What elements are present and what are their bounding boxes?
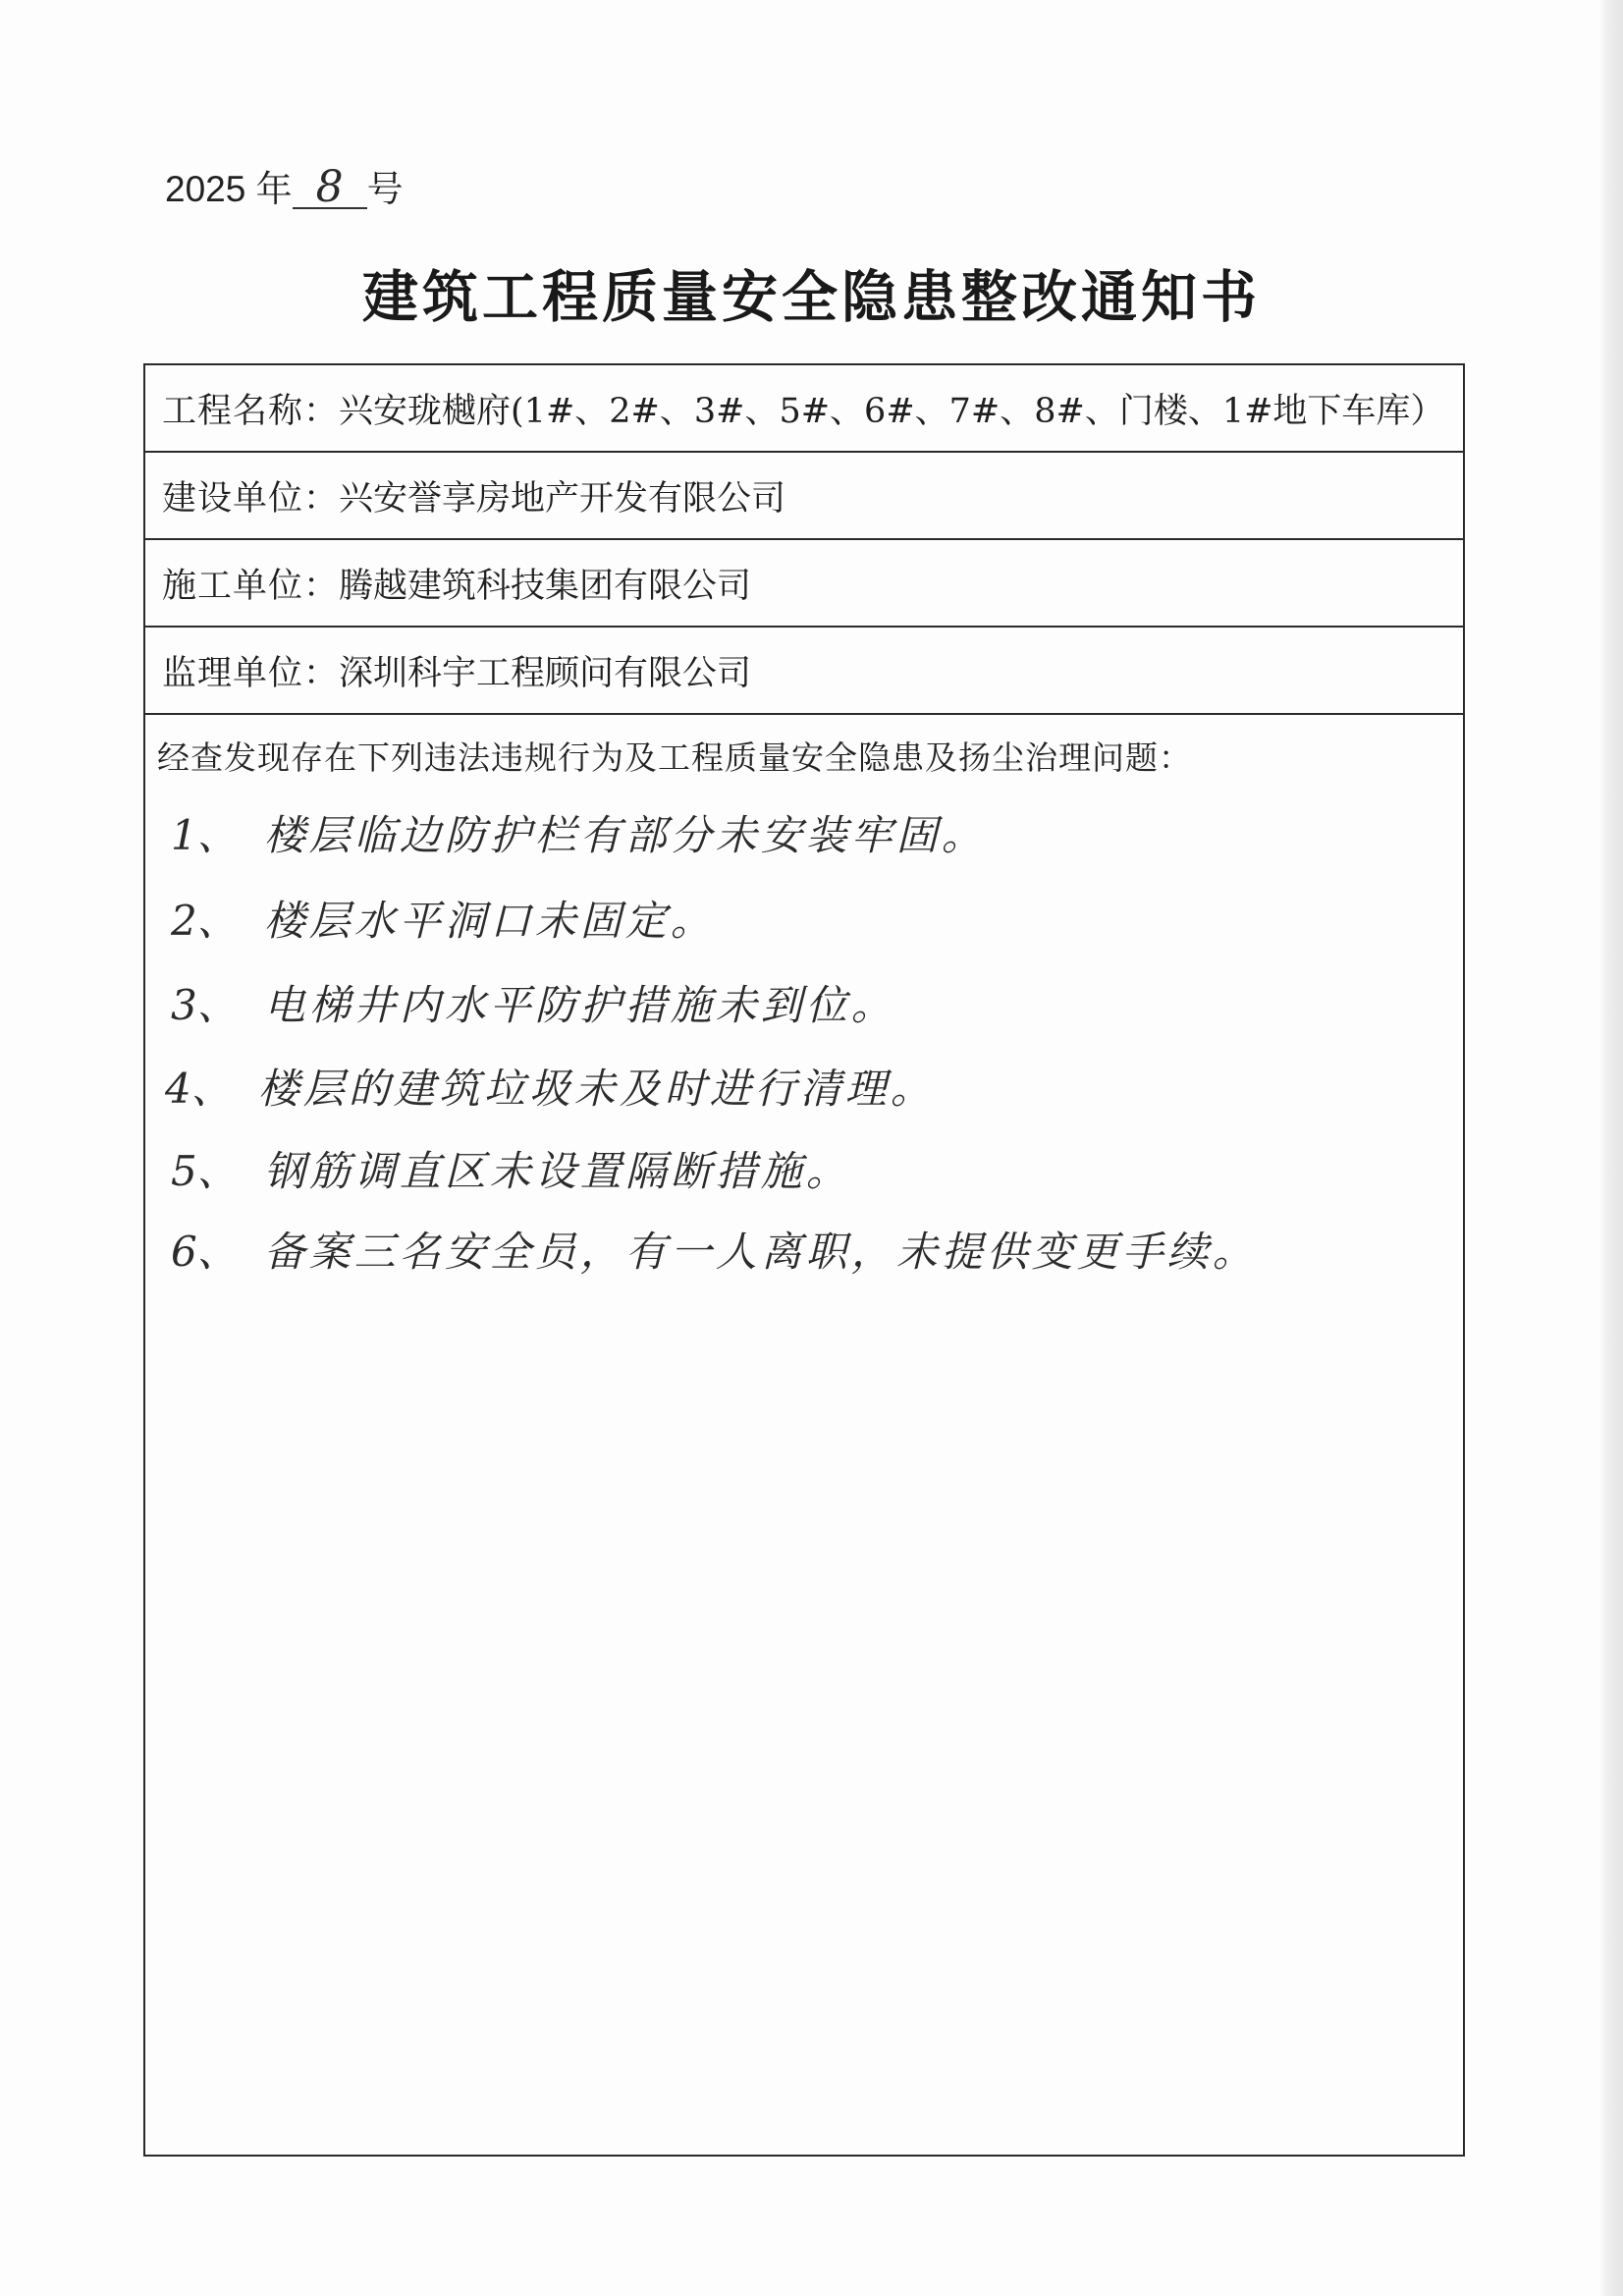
issue-item (171, 1139, 851, 1198)
supervisor-label: 监理单位： (162, 653, 340, 693)
document-number-handwritten: 8 (293, 168, 367, 209)
builder-row (145, 453, 1463, 540)
issue-text: 楼层的建筑垃圾未及时进行清理。 (257, 1065, 936, 1113)
document-title: 建筑工程质量安全隐患整改通知书 (362, 264, 1261, 330)
document-number (165, 159, 404, 212)
builder-value: 兴安誉享房地产开发有限公司 (339, 478, 786, 519)
contractor-value: 腾越建筑科技集团有限公司 (339, 566, 752, 606)
issue-text: 楼层临边防护栏有部分未安装牢固。 (263, 811, 987, 859)
issue-index: 1、 (171, 811, 239, 859)
issue-text: 楼层水平洞口未固定。 (263, 897, 716, 945)
issue-item (165, 1057, 936, 1116)
issue-index: 2、 (171, 897, 239, 945)
supervisor-row (145, 628, 1463, 715)
issue-item (171, 1220, 1258, 1279)
notice-form (143, 363, 1465, 2157)
document-number-suffix: 号 (366, 169, 404, 209)
findings-section (145, 715, 1463, 2155)
supervisor-value: 深圳科宇工程顾问有限公司 (339, 653, 752, 693)
issue-index: 5、 (171, 1147, 239, 1195)
issue-item (171, 973, 896, 1032)
contractor-label: 施工单位： (162, 566, 340, 606)
builder-label: 建设单位： (162, 478, 340, 519)
issue-text: 备案三名安全员，有一人离职，未提供变更手续。 (263, 1228, 1258, 1276)
contractor-row (145, 540, 1463, 628)
project-name-row (145, 365, 1463, 453)
scan-edge-shadow (1597, 0, 1623, 2296)
issue-index: 3、 (171, 981, 239, 1029)
issue-index: 4、 (165, 1065, 233, 1113)
project-name-value: 兴安珑樾府(1#、2#、3#、5#、6#、7#、8#、门楼、1#地下车库） (339, 391, 1445, 431)
issue-item (171, 889, 716, 948)
issue-text: 钢筋调直区未设置隔断措施。 (263, 1147, 851, 1195)
issue-index: 6、 (171, 1228, 239, 1276)
issue-text: 电梯井内水平防护措施未到位。 (263, 981, 896, 1029)
findings-intro: 经查发现存在下列违法违规行为及工程质量安全隐患及扬尘治理问题： (157, 738, 1192, 777)
project-name-label: 工程名称： (162, 391, 340, 431)
document-year: 2025 年 (165, 169, 293, 209)
issue-item (171, 803, 987, 862)
